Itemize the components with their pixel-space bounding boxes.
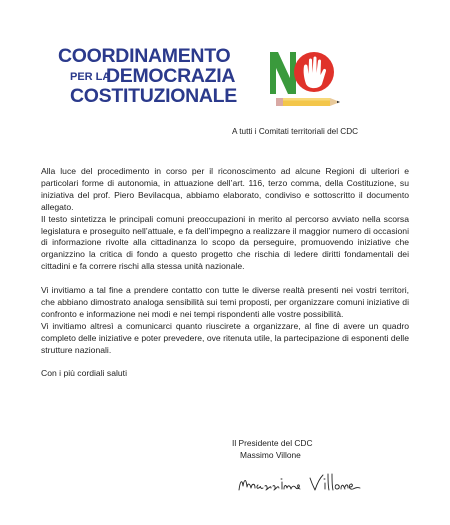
logo-per-la: PER LA [70,71,111,83]
paragraph-1: Alla luce del procedimento in corso per il riconoscimento ad alcune Regioni di ulteriori e particolari forme di autonomia, in attuazione dell’art. 116, terzo comma, della Costituzione, su iniziativa del prof. Piero Bevilacqua, abbiamo elaborato, condiviso e sottoscritto il documento allegato. [41,166,409,212]
addressee-line: A tutti i Comitati territoriali del CDC [232,127,359,136]
handwritten-signature [236,470,366,498]
logo-line-democrazia: PER LA DEMOCRAZIA [70,65,236,87]
closing-greeting: Con i più cordiali saluti [41,368,127,379]
cdc-logo [58,46,338,118]
signer-role: Il Presidente del CDC [232,438,313,448]
logo-line-coordinamento: COORDINAMENTO [58,45,231,67]
signature-block [232,438,313,461]
no-hand-pencil-icon [268,48,342,110]
paragraph-3: Vi invitiamo a tal fine a prendere contatto con tutte le diverse realtà presenti nei vostri territori, che abbiano dimostrato analoga sensibilità sui temi proposti, per organizzare comuni iniziative di confronto e informazione nei modi e nei tempi rispondenti alle vostre possibilità. [41,285,409,319]
paragraph-4: Vi invitiamo altresì a comunicarci quanto riuscirete a organizzare, al fine di avere un quadro completo delle iniziative e poter prevedere, ove ritenuta utile, la partecipazione di esponenti delle strutture nazionali. [41,320,409,355]
letter-body [41,166,409,380]
paragraph-2: Il testo sintetizza le principali comuni preoccupazioni in merito al percorso avviato nella scorsa legislatura e proseguito nell’attuale, e fa dell’impegno a realizzare il maggior numero di occasioni di informazione rivolte alla cittadinanza lo scopo da perseguire, promuovendo iniziative che organizzino la critica di fondo a questo progetto che rischia di ledere diritti fondamentali dei cittadini e fa correre rischi alla stessa unità nazionale. [41,213,409,272]
logo-line-costituzionale: COSTITUZIONALE [70,85,237,107]
signer-name: Massimo Villone [240,449,301,460]
